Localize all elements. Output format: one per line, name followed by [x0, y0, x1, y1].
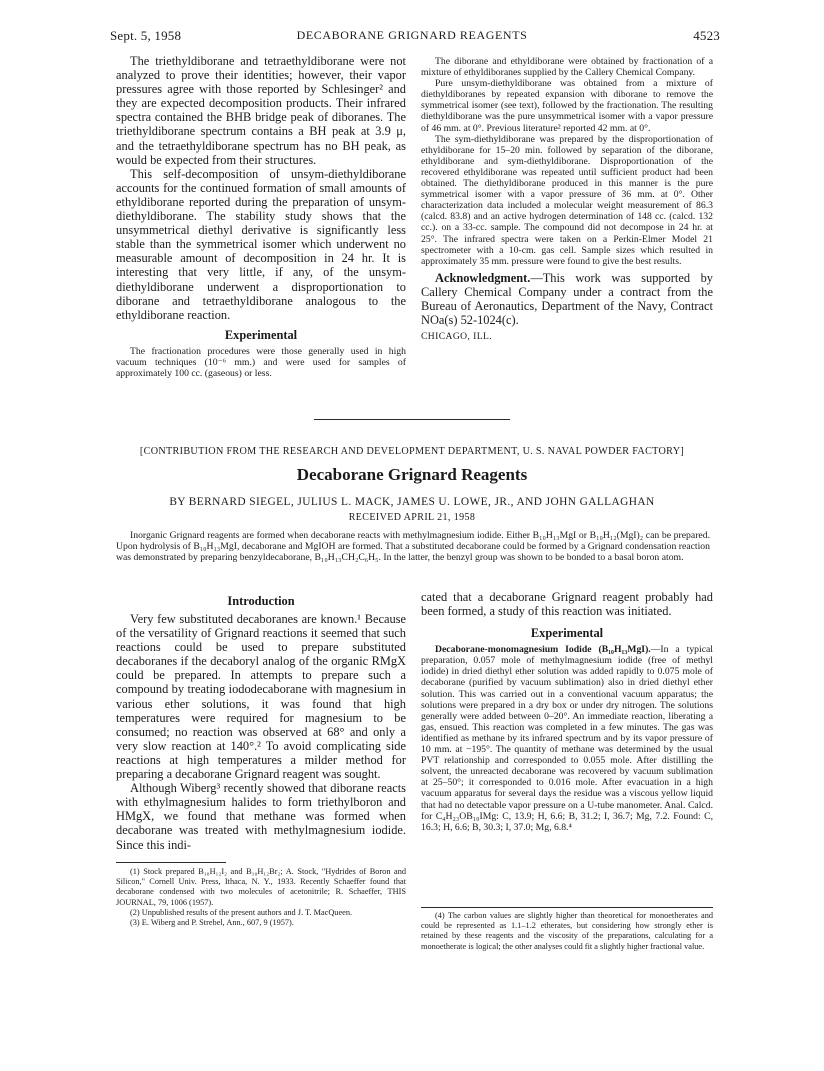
- article-left-column: [116, 588, 406, 852]
- prev-right-paragraph-2: Pure unsym-diethyldiborane was obtained from a mixture of diethyldiboranes by repeated expansion with diborane to remove the symmetrical isomer (see text), followed by the fractionation. The resulting diethyldiborane was the pure unsymmetrical isomer with a vapor pressure of 46 mm. at 0°. Previous literature² reported 42 mm. at 0°.: [421, 78, 713, 134]
- city-line: CHICAGO, ILL.: [421, 331, 493, 343]
- running-title: DECABORANE GRIGNARD REAGENTS: [296, 28, 528, 42]
- contribution-line: [CONTRIBUTION FROM THE RESEARCH AND DEVELOPMENT DEPARTMENT, U. S. NAVAL POWDER FACTORY]: [139, 446, 685, 457]
- acknowledgment-text: —This work was supported by Callery Chemical Company under a contract from the Bureau of Aeronautics, Department of the Navy, Contract NOa(s) 52-1024(c).: [421, 270, 713, 328]
- experimental-heading: Experimental: [530, 626, 604, 641]
- article-title: Decaborane Grignard Reagents: [296, 465, 528, 484]
- experimental-lead: Decaborane-monomagnesium Iodide (B₁₀H₁₃MgI).: [435, 644, 651, 656]
- prev-left-paragraph-1: The triethyldiborane and tetraethyldiborane were not analyzed to prove their identities; however, their vapor pressures agree with those reported by Schlesinger² and they are expected decomposition products. Their infrared spectra contained the BHB bridge peak of diboranes. The triethyldiborane spectrum contains a BH peak at 3.9 μ, and the tetraethyldiborane spectrum has no BH peak, as would be expected from their structures.: [116, 54, 406, 167]
- footnote-1: (1) Stock prepared B₁₀H₁₂I₂ and B₁₀H₁₂Br₂; A. Stock, "Hydrides of Boron and Silicon," Cornell Univ. Press, Ithaca, N. Y., 1933. Recently Schaeffer found that decaborane condensed with two molecules of acetonitrile; R. Schaeffer, THIS JOURNAL, 79, 1006 (1957).: [116, 867, 406, 907]
- prev-right-column: [421, 56, 713, 342]
- received-date: RECEIVED APRIL 21, 1958: [348, 512, 476, 523]
- acknowledgment-heading: Acknowledgment.: [435, 270, 531, 285]
- prev-right-paragraph-1: The diborane and ethyldiborane were obtained by fractionation of a mixture of ethyldiboranes supplied by the Callery Chemical Company.: [421, 56, 713, 79]
- footnote-3: (3) E. Wiberg and P. Strebel, Ann., 607, 9 (1957).: [130, 918, 294, 928]
- footnote-2: (2) Unpublished results of the present authors and J. T. MacQueen.: [130, 907, 353, 917]
- experimental-paragraph: [421, 644, 713, 833]
- article-authors: BY BERNARD SIEGEL, JULIUS L. MACK, JAMES U. LOWE, JR., AND JOHN GALLAGHAN: [169, 496, 655, 508]
- article-separator: [314, 419, 510, 420]
- prev-left-paragraph-3: The fractionation procedures were those generally used in high vacuum techniques (10⁻⁶ mm.) and were used for samples of approximately 100 cc. (gaseous) or less.: [116, 345, 406, 379]
- abstract: Inorganic Grignard reagents are formed when decaborane reacts with methylmagnesium iodide. Either B₁₀H₁₃MgI or B₁₀H₁₂(MgI)₂ can be prepared. Upon hydrolysis of B₁₀H₁₃MgI, decaborane and MgIOH are formed. That a substituted decaborane could be formed by a Grignard condensation reaction was demonstrated by preparing benzyldecaborane, B₁₀H₁₃CH₂C₆H₅. In the latter, the benzyl group was shown to be bonded to a basal boron atom.: [116, 530, 710, 564]
- header-date: Sept. 5, 1958: [110, 28, 182, 43]
- intro-paragraph-1: Very few substituted decaboranes are known.¹ Because of the versatility of Grignard reactions it seemed that such reactions could be used to prepare substituted decaboranes if the decaboryl analog of the organic RMgX could be prepared. In attempts to prepare such a compound by treating iododecaborane with magnesium in various ether solutions, it was found that high temperatures were required for magnesium to be consumed; no reaction was observed at 68° and only a very slow reaction at 140°.² To avoid complicating side reactions at high temperatures a milder method for preparing a decaborane Grignard reagent was sought.: [116, 612, 406, 782]
- article-right-column: [421, 590, 713, 833]
- footnote-rule-right: [421, 907, 713, 908]
- prev-experimental-heading: Experimental: [224, 327, 298, 342]
- footnote-4: (4) The carbon values are slightly higher than theoretical for monoetherates and could be represented as 1.1–1.2 etherates, but considering how strongly ether is retained by these reagents and the viscosity of the preparations, calculating for a monoetherate is logical; the other analyses could fit a slightly higher fractional value.: [421, 911, 713, 951]
- intro-paragraph-2-cont: cated that a decaborane Grignard reagent probably had been formed, a study of this reaction was initiated.: [421, 590, 713, 619]
- footnote-rule-left: [116, 862, 226, 863]
- prev-left-paragraph-2: This self-decomposition of unsym-diethyldiborane accounts for the continued formation of small amounts of ethyldiborane reported during the preparation of unsym-diethyldiborane. The stability study shows that the unsymmetrical diethyl derivative is significantly less stable than the symmetrical isomer which underwent no measurable amount of decomposition in 24 hr. It is interesting that very little, if any, of the unsym-diethyldiborane underwent a disproportionation to diborane and tetraethyldiborane analogous to the ethyldiborane reaction.: [116, 166, 406, 322]
- prev-right-paragraph-3: The sym-diethyldiborane was prepared by the disproportionation of ethyldiborane for 15–20 min. followed by separation of the diborane, ethyldiborane and sym-diethyldiborane. Disproportionation of the recovered ethyldiborane was repeated until sufficient product had been obtained. The diethyldiborane produced in this manner is the pure symmetrical isomer with a vapor pressure of 36 mm. at 0°. Other characterization data included a molecular weight measurement of 86.3 (calcd. 83.8) and an active hydrogen determination of 148 cc. (calcd. 132 cc.). on a 33-cc. sample. The compound did not decompose in 24 hr. at 25°. The infrared spectra were taken on a Perkin-Elmer Model 21 spectrometer with a 10-cm. gas cell. Sample sizes which resulted in approximately 35 mm. pressure were found to give the best results.: [421, 133, 713, 267]
- experimental-text: —In a typical preparation, 0.057 mole of methylmagnesium iodide (free of methyl iodide) in dried diethyl ether solution was added rapidly to 0.075 mole of decaborane (purified by vacuum sublimation) also in dried diethyl ether solution. This was carried out in a conventional vacuum apparatus; the solutions were prepared in a dry box or under dry nitrogen. The solutions generally were added between 0–20°. An immediate reaction, liberating a gas, ensued. This reaction was completed in a few minutes. The gas was identified as methane by its infrared spectrum and by its vapor pressure of 10 mm. at −195°. The quantity of methane was determined by the usual PVT relationship and corresponded to 0.055 mole. After distilling the solvent, the unreacted decaborane was recovered by vacuum sublimation at 25–50°; it corresponded to 0.016 mole. After evacuation in a high vacuum apparatus for several days the residue was a viscous yellow liquid that had no detectable vapor pressure on a U-tube manometer. Anal. Calcd. for C₄H₂₃OB₁₀IMg: C, 13.9; H, 6.6; B, 31.2; I, 36.7; Mg, 7.2. Found: C, 16.3; H, 6.6; B, 30.3; I, 37.0; Mg, 6.8.⁴: [421, 644, 713, 833]
- prev-left-column: [116, 54, 406, 379]
- footnotes-left: [116, 867, 406, 928]
- page-number: 4523: [693, 28, 720, 43]
- footnotes-right: [421, 911, 713, 952]
- intro-paragraph-2: Although Wiberg³ recently showed that diborane reacts with ethylmagnesium halides to form triethylboron and HMgX, we found that methane was formed when decaborane was treated with methylmagnesium iodide. Since this indi-: [116, 781, 406, 852]
- acknowledgment: [421, 271, 713, 327]
- introduction-heading: Introduction: [227, 594, 295, 608]
